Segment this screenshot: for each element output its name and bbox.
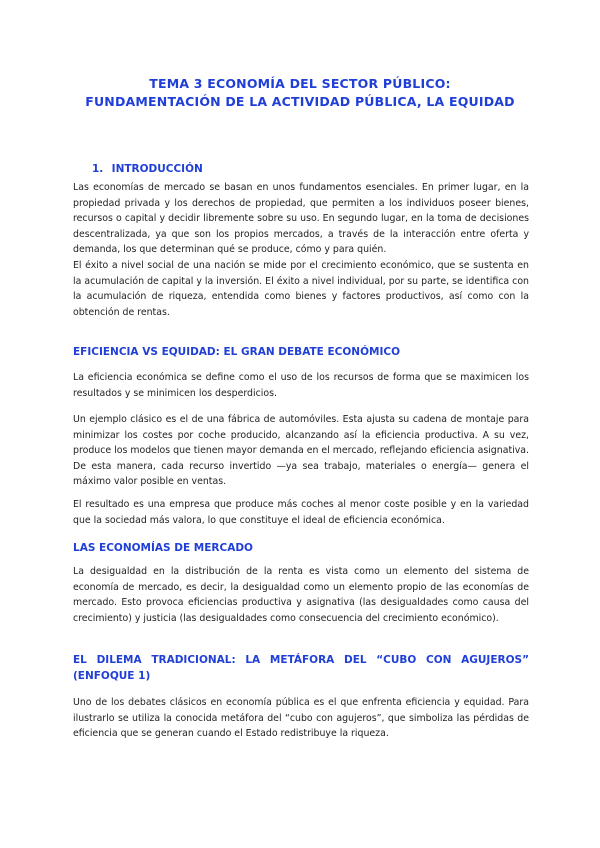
section-heading-efficiency-vs-equity: EFICIENCIA VS EQUIDAD: EL GRAN DEBATE ECONÓMICO bbox=[73, 346, 400, 358]
document-title-line-1: TEMA 3 ECONOMÍA DEL SECTOR PÚBLICO: bbox=[149, 76, 451, 91]
section-heading-traditional-dilemma: EL DILEMA TRADICIONAL: LA METÁFORA DEL “CUBO CON AGUJEROS” (ENFOQUE 1) bbox=[73, 654, 529, 682]
efficiency-paragraph-2: Un ejemplo clásico es el de una fábrica de automóviles. Esta ajusta su cadena de montaje para minimizar los costes por coche producido, alcanzando así la eficiencia productiva. A su vez, produce los modelos que tienen mayor demanda en el mercado, reflejando eficiencia asignativa. De esta manera, cada recurso invertido —ya sea trabajo, materiales o energía— genera el máximo valor posible en ventas. bbox=[73, 414, 529, 488]
section-number: 1. bbox=[92, 163, 104, 175]
section-heading-introduction bbox=[92, 161, 203, 177]
efficiency-paragraph-1: La eficiencia económica se define como el uso de los recursos de forma que se maximicen los resultados y se minimicen los desperdicios. bbox=[73, 372, 529, 399]
intro-paragraph-1: Las economías de mercado se basan en unos fundamentos esenciales. En primer lugar, en la propiedad privada y los derechos de propiedad, que permiten a los individuos poseer bienes, recursos o capital y decidir libremente sobre su uso. En segundo lugar, en la toma de decisiones descentralizada, ya que son los propios mercados, a través de la interacción entre oferta y demanda, los que determinan qué se produce, cómo y para quién. bbox=[73, 182, 529, 256]
section-heading-text: INTRODUCCIÓN bbox=[111, 163, 203, 175]
section-heading-market-economies: LAS ECONOMÍAS DE MERCADO bbox=[73, 542, 253, 554]
document-title-line-2: FUNDAMENTACIÓN DE LA ACTIVIDAD PÚBLICA, LA EQUIDAD bbox=[85, 94, 515, 109]
markets-paragraph-1: La desigualdad en la distribución de la renta es vista como un elemento del sistema de economía de mercado, es decir, la desigualdad como un elemento propio de las economías de mercado. Esto provoca eficiencias productiva y asignativa (las desigualdades como causa del crecimiento) y justicia (las desigualdades como consecuencia del crecimiento económico). bbox=[73, 566, 529, 624]
dilemma-paragraph-1: Uno de los debates clásicos en economía pública es el que enfrenta eficiencia y equidad. Para ilustrarlo se utiliza la conocida metáfora del “cubo con agujeros”, que simboliza las pérdidas de eficiencia que se generan cuando el Estado redistribuye la riqueza. bbox=[73, 697, 529, 740]
intro-paragraph-2: El éxito a nivel social de una nación se mide por el crecimiento económico, que se sustenta en la acumulación de capital y la inversión. El éxito a nivel individual, por su parte, se identifica con la acumulación de riqueza, entendida como bienes y factores productivos, así como con la obtención de rentas. bbox=[73, 260, 529, 318]
efficiency-paragraph-3: El resultado es una empresa que produce más coches al menor coste posible y en la variedad que la sociedad más valora, lo que constituye el ideal de eficiencia económica. bbox=[73, 499, 529, 526]
